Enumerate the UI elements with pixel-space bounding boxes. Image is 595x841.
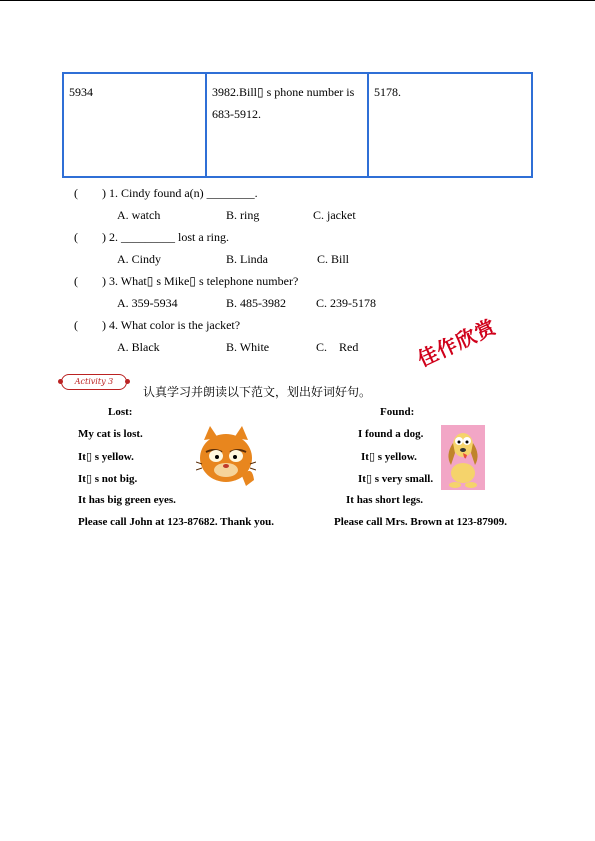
lost-line-4: It has big green eyes. (78, 494, 176, 506)
table-cell-1-text: 5934 (69, 85, 93, 99)
table-cell-2-line1: 3982.Bill▯ s phone number is (212, 85, 355, 99)
table-cell-3-text: 5178. (374, 85, 401, 99)
activity-badge: Activity 3 (61, 374, 127, 390)
q1-option-b: B. ring (226, 208, 260, 222)
table-cell-2 (207, 74, 369, 176)
q3-option-c: C. 239-5178 (316, 296, 376, 310)
page-top-rule (0, 0, 595, 1)
q2-option-c: C. Bill (317, 252, 350, 266)
dog-image (441, 425, 485, 490)
question-3: ( ) 3. What▯ s Mike▯ s telephone number? (74, 274, 299, 288)
answer-table (62, 72, 533, 178)
q1-option-c: C. jacket (313, 208, 356, 222)
table-cell-1 (64, 74, 207, 176)
lost-line-3: It▯ s not big. (78, 473, 138, 485)
cat-image (196, 424, 256, 488)
q4-option-c: C. Red (316, 340, 359, 354)
question-4: ( ) 4. What color is the jacket? (74, 318, 241, 332)
found-line-2: It▯ s yellow. (361, 451, 417, 463)
q3-option-b: B. 485-3982 (226, 296, 286, 310)
lost-line-2: It▯ s yellow. (78, 451, 134, 463)
table-cell-2-line2: 683-5912. (212, 107, 261, 121)
q3-option-a: A. 359-5934 (117, 296, 178, 310)
found-line-4: It has short legs. (346, 494, 424, 506)
question-1: ( ) 1. Cindy found a(n) ________. (74, 186, 258, 200)
q4-option-b: B. White (226, 340, 270, 354)
found-line-5: Please call Mrs. Brown at 123-87909. (334, 516, 508, 528)
question-2: ( ) 2. _________ lost a ring. (74, 230, 229, 244)
activity-instruction: 认真学习并朗读以下范文，划出好词好句。 (143, 385, 372, 399)
found-line-3: It▯ s very small. (358, 473, 434, 485)
table-cell-3 (369, 74, 531, 176)
found-title: Found: (380, 406, 415, 418)
stamp-title: 佳作欣赏 (413, 314, 500, 372)
dog-drawing (441, 425, 485, 490)
lost-line-5: Please call John at 123-87682. Thank you. (78, 516, 274, 528)
lost-title: Lost: (108, 406, 133, 418)
lost-line-1: My cat is lost. (78, 428, 143, 440)
found-line-1: I found a dog. (358, 428, 424, 440)
q2-option-b: B. Linda (226, 252, 268, 266)
q4-option-a: A. Black (117, 340, 160, 354)
q1-option-a: A. watch (117, 208, 161, 222)
q2-option-a: A. Cindy (117, 252, 162, 266)
